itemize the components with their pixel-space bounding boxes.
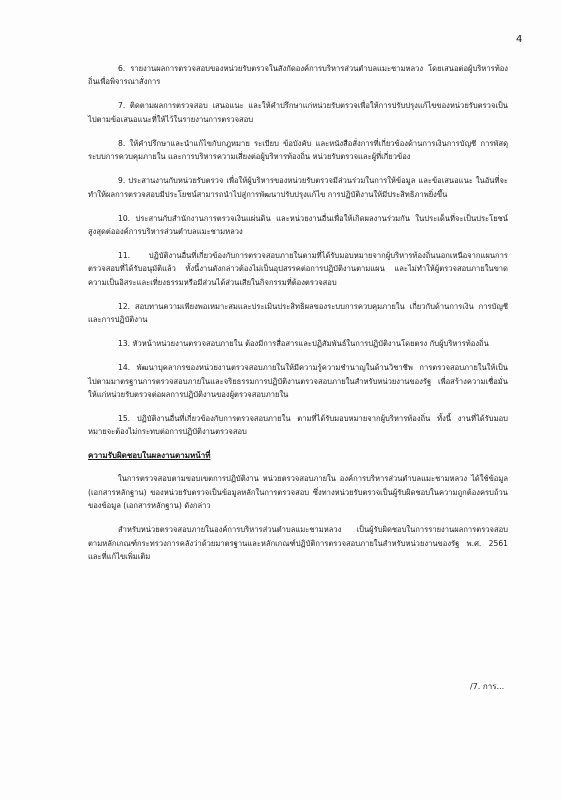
paragraph-item-9: 9. ประสานงานกับหน่วยรับตรวจ เพื่อให้ผู้บริหารของหน่วยรับตรวจมีส่วนร่วมในการให้ข้อมูล และข้อเสนอแนะ ในอันที่จะทำให้ผลการตรวจสอบมีประโยชน์สามารถนำไปสู่การพัฒนาปรับปรุงแก้ไข การปฏิบัติงานให้มีประสิทธิภาพยิ่งขึ้น [88,176,508,199]
paragraph-item-12: 12. สอบทานความเพียงพอเหมาะสมและประเมินประสิทธิผลของระบบการควบคุมภายใน เกี่ยวกับด้านการเงิน การบัญชี และการปฏิบัติงาน [88,301,508,325]
paragraph-item-14: 14. พัฒนาบุคลากรของหน่วยงานตรวจสอบภายในให้มีความรู้ความชำนาญในด้านวิชาชีพ การตรวจสอบภายในให้เป็นไปตามมาตรฐานการตรวจสอบภายในและจริยธรรมการปฏิบัติงานตรวจสอบภายในสำหรับหน่วยงานของรัฐ เพื่อสร้างความเชื่อมั่นให้แก่หน่วยรับตรวจต่อผลการปฏิบัติงานของผู้ตรวจสอบภายใน [88,363,508,400]
paragraph-item-13: 13. หัวหน้าหน่วยงานตรวจสอบภายใน ต้องมีการสื่อสารและปฏิสัมพันธ์ในการปฏิบัติงานโดยตรง กับผู้บริหารท้องถิ่น [118,339,489,349]
paragraph-item-11: 11. ปฏิบัติงานอื่นที่เกี่ยวข้องกับการตรวจสอบภายในตามที่ได้รับมอบหมายจากผู้บริหารท้องถิ่นนอกเหนือจากแผนการตรวจสอบที่ได้รับอนุมัติแล้ว ทั้งนี้งานดังกล่าวต้องไม่เป็นอุปสรรคต่อการปฏิบัติงานตามแผน และไม่ทำให้ผู้ตรวจสอบภายในขาดความเป็นอิสระและเที่ยงธรรมหรือมีส่วนได้ส่วนเสียในกิจกรรมที่ต้องตรวจสอบ [88,251,508,287]
paragraph-item-10: 10. ประสานกับสำนักงานการตรวจเงินแผ่นดิน และหน่วยงานอื่นเพื่อให้เกิดผลงานร่วมกัน ในประเด็นที่จะเป็นประโยชน์สูงสุดต่อองค์การบริหารส่วนตำบลแมะชามหลวง [88,213,508,237]
paragraph-item-15: 15. ปฏิบัติงานอื่นที่เกี่ยวข้องกับการตรวจสอบภายใน ตามที่ได้รับมอบหมายจากผู้บริหารท้องถิ่น ทั้งนี้ งานที่ได้รับมอบหมายจะต้องไม่กระทบต่อการปฏิบัติงานตรวจสอบ [88,414,508,437]
page-number: 4 [516,34,523,45]
section-heading: ความรับผิดชอบในผลงานตามหน้าที่ [88,451,211,461]
paragraph-item-7: 7. ติดตามผลการตรวจสอบ เสนอแนะ และให้คำปรึกษาแก่หน่วยรับตรวจเพื่อให้การปรับปรุงแก้ไขของหน่วยรับตรวจเป็นไปตามข้อเสนอแนะที่ให้ไว้ในรายงานการตรวจสอบ [88,101,508,124]
paragraph-item-8: 8. ให้คำปรึกษาและนำแก้ไขกับกฎหมาย ระเบียบ ข้อบังคับ และหนังสือสั่งการที่เกี่ยวข้องด้านการเงินการบัญชี การพัสดุ ระบบการควบคุมภายใน และการบริหารความเสี่ยงต่อผู้บริหารท้องถิ่น หน่วยรับตรวจและผู้ที่เกี่ยวข้อง [88,138,508,162]
paragraph-responsibility-1: ในการตรวจสอบตามขอบเขตการปฏิบัติงาน หน่วยตรวจสอบภายใน องค์การบริหารส่วนตำบลแมะชามหลวง ได้ใช้ข้อมูล (เอกสารหลักฐาน) ของหน่วยรับตรวจเป็นข้อมูลหลักในการตรวจสอบ ซึ่งทางหน่วยรับตรวจเป็นผู้รับผิดชอบในความถูกต้องครบถ้วนของข้อมูล (เอกสารหลักฐาน) ดังกล่าว [88,474,508,511]
paragraph-responsibility-2: สำหรับหน่วยตรวจสอบภายในองค์การบริหารส่วนตำบลแมะชามหลวง เป็นผู้รับผิดชอบในการรายงานผลการตรวจสอบตามหลักเกณฑ์กระทรวงการคลังว่าด้วยมาตรฐานและหลักเกณฑ์ปฏิบัติการตรวจสอบภายในสำหรับหน่วยงานของรัฐ พ.ศ. 2561 และที่แก้ไขเพิ่มเติม [88,525,508,562]
document-body [88,62,508,574]
page-continuation: /7. การ... [470,682,505,691]
paragraph-item-6: 6. รายงานผลการตรวจสอบของหน่วยรับตรวจในสังกัดองค์การบริหารส่วนตำบลแมะชามหลวง โดยเสนอต่อผู้บริหารท้องถิ่นเพื่อพิจารณาสั่งการ [88,64,508,87]
